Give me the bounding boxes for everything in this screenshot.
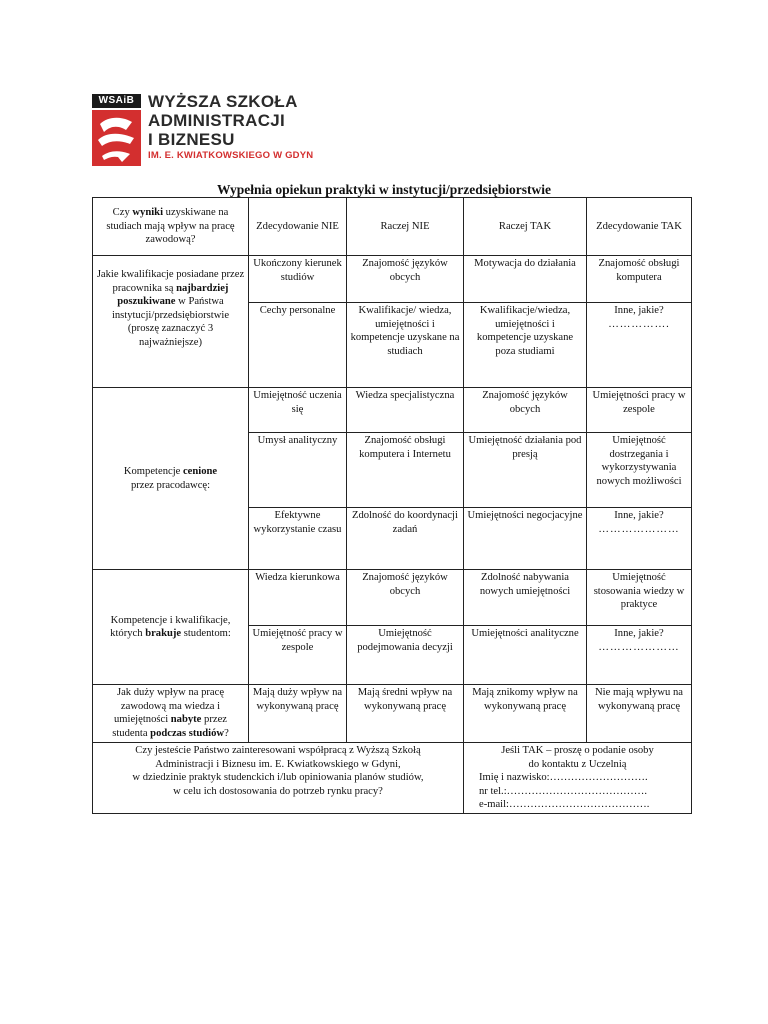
option-cell[interactable]: Umiejętności negocjacyjne [464,508,587,570]
logo-text-line3: I BIZNESU [148,130,235,149]
logo-badge: WSAiB [92,94,141,108]
option-cell[interactable]: Wiedza specjalistyczna [347,388,464,433]
option-cell[interactable]: Zdecydowanie NIE [249,198,347,256]
option-cell[interactable]: Nie mają wpływu na wykonywaną pracę [587,685,692,743]
option-cell[interactable]: Cechy personalne [249,303,347,388]
option-cell[interactable]: Znajomość języków obcych [347,570,464,626]
contact-phone-field[interactable]: nr tel.:…………………………………. [479,785,648,797]
option-cell[interactable]: Znajomość języków obcych [464,388,587,433]
option-cell[interactable]: Umiejętność uczenia się [249,388,347,433]
table-row [93,256,692,303]
question-line: w celu ich dostosowania do potrzeb rynku pracy? [173,785,383,797]
option-cell[interactable]: Umiejętność stosowania wiedzy w praktyce [587,570,692,626]
option-cell[interactable]: Umiejętność pracy w zespole [249,626,347,685]
option-cell[interactable]: Zdolność nabywania nowych umiejętności [464,570,587,626]
table-row [93,198,692,256]
contact-prompt-line1: Jeśli TAK – proszę o podanie osoby [501,745,654,756]
option-cell[interactable]: Umiejętności pracy w zespole [587,388,692,433]
option-cell[interactable]: Znajomość obsługi komputera i Internetu [347,433,464,508]
table-row [93,388,692,433]
option-cell[interactable]: Mają duży wpływ na wykonywaną pracę [249,685,347,743]
question-valued-competences: Kompetencje cenione przez pracodawcę: [93,388,249,570]
option-cell[interactable]: Umiejętność działania pod presją [464,433,587,508]
option-cell[interactable]: Znajomość obsługi komputera [587,256,692,303]
option-cell[interactable]: Zdolność do koordynacji zadań [347,508,464,570]
table-row [93,570,692,626]
option-cell[interactable]: Efektywne wykorzystanie czasu [249,508,347,570]
option-cell[interactable]: Umysł analityczny [249,433,347,508]
option-cell[interactable]: Ukończony kierunek studiów [249,256,347,303]
option-other-cell[interactable] [587,508,692,570]
contact-prompt-line2: do kontaktu z Uczelnią [528,758,627,770]
question-line: Czy jesteście Państwo zainteresowani współpracą z Wyższą Szkołą [135,745,421,756]
option-cell[interactable]: Raczej NIE [347,198,464,256]
logo-text-line4: IM. E. KWIATKOWSKIEGO W GDYN [148,150,314,161]
question-line: w dziedzinie praktyk studenckich i/lub opiniowania planów studiów, [132,772,424,783]
option-cell[interactable]: Motywacja do działania [464,256,587,303]
option-cell[interactable]: Umiejętność podejmowania decyzji [347,626,464,685]
logo-emblem-icon [92,110,141,166]
other-label: Inne, jakie? [614,628,664,639]
option-cell[interactable]: Kwalifikacje/ wiedza, umiejętności i kompetencje uzyskane na studiach [347,303,464,388]
option-cell[interactable]: Umiejętność dostrzegania i wykorzystywania nowych możliwości [587,433,692,508]
other-label: Inne, jakie? [614,305,664,316]
option-cell[interactable]: Mają znikomy wpływ na wykonywaną pracę [464,685,587,743]
table-row [93,743,692,814]
other-label: Inne, jakie? [614,510,664,521]
option-cell[interactable]: Znajomość języków obcych [347,256,464,303]
other-blank[interactable]: ………………… [598,641,680,653]
other-blank[interactable]: ……………. [608,318,670,330]
option-cell[interactable]: Zdecydowanie TAK [587,198,692,256]
other-blank[interactable]: ………………… [598,523,680,535]
question-cooperation [93,743,464,814]
contact-name-field[interactable]: Imię i nazwisko:………………………. [479,772,648,783]
question-missing-competences: Kompetencje i kwalifikacje, których brakuje studentom: [93,570,249,685]
option-cell[interactable]: Kwalifikacje/wiedza, umiejętności i kompetencje uzyskane poza studiami [464,303,587,388]
form-title: Wypełnia opiekun praktyki w instytucji/przedsiębiorstwie [216,182,552,197]
option-other-cell[interactable] [587,626,692,685]
logo-text-line1: WYŻSZA SZKOŁA [148,92,298,111]
survey-table [92,197,692,814]
question-line: Administracji i Biznesu im. E. Kwiatkowskiego w Gdyni, [155,758,401,770]
school-logo [88,88,313,170]
table-row [93,685,692,743]
question-results-impact: Czy wyniki uzyskiwane na studiach mają wpływ na pracę zawodową? [93,198,249,256]
option-cell[interactable]: Umiejętności analityczne [464,626,587,685]
question-knowledge-impact: Jak duży wpływ na pracę zawodową ma wiedza i umiejętności nabyte przez studenta podczas studiów? [93,685,249,743]
option-cell[interactable]: Mają średni wpływ na wykonywaną pracę [347,685,464,743]
contact-email-field[interactable]: e-mail:…………………………………. [479,799,650,810]
option-cell[interactable]: Raczej TAK [464,198,587,256]
contact-details-cell [464,743,692,814]
option-other-cell[interactable] [587,303,692,388]
logo-text-line2: ADMINISTRACJI [148,111,286,130]
option-cell[interactable]: Wiedza kierunkowa [249,570,347,626]
question-sought-qualifications: Jakie kwalifikacje posiadane przez pracownika są najbardziej poszukiwane w Państwa instytucji/przedsiębiorstwie (proszę zaznaczyć 3 najważniejsze) [93,256,249,388]
